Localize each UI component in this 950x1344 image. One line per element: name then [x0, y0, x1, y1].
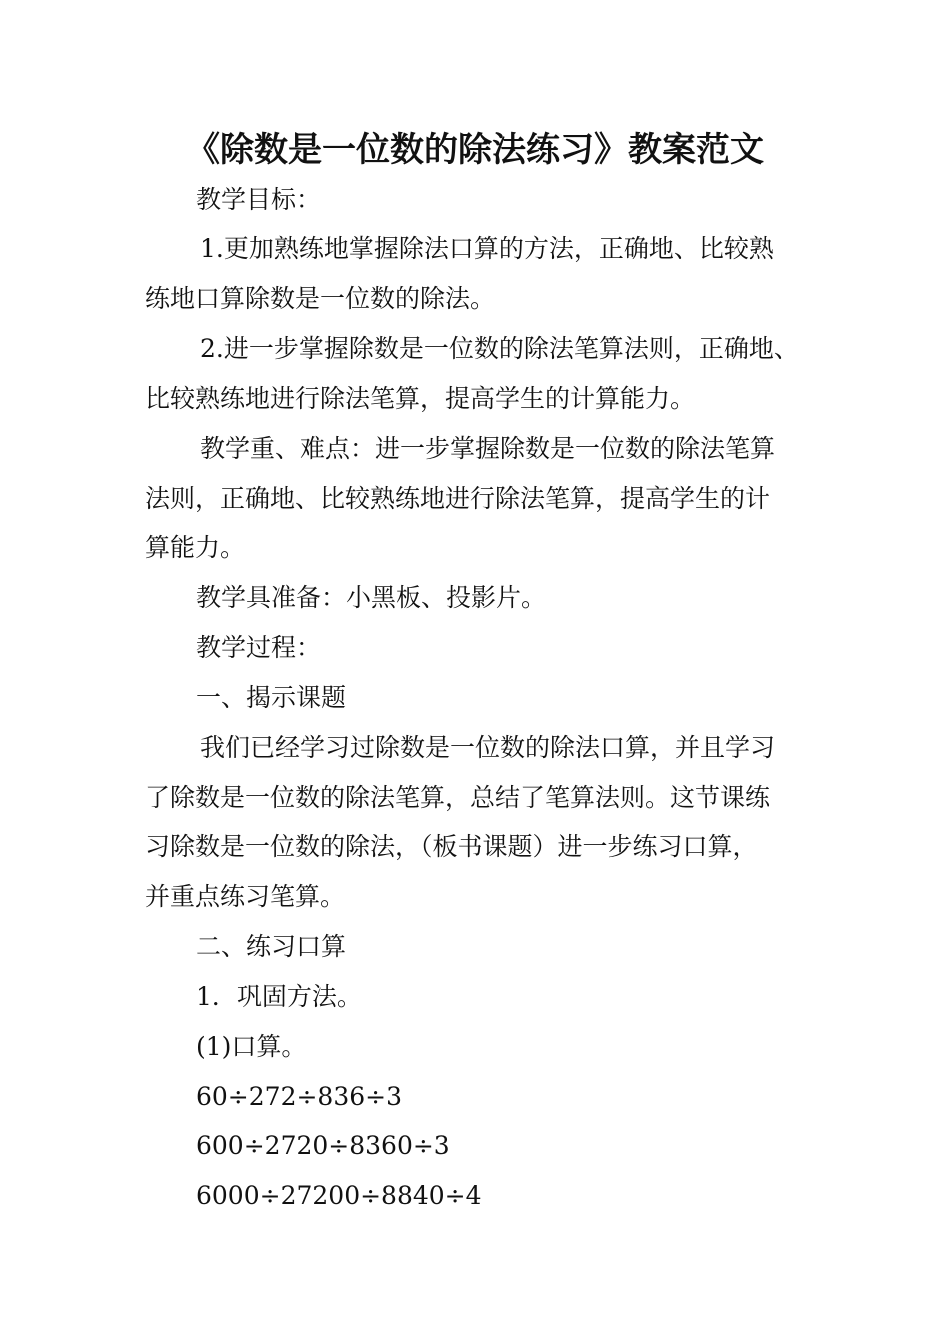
math-exercise-line: 60÷272÷836÷3	[196, 1082, 402, 1111]
paragraph-line: 习除数是一位数的除法，（板书课题）进一步练习口算，	[145, 832, 758, 861]
math-exercise-line: 6000÷27200÷8840÷4	[196, 1181, 482, 1210]
paragraph-line: 教学重、难点：进一步掌握除数是一位数的除法笔算	[200, 434, 776, 463]
paragraph-line: 并重点练习笔算。	[145, 882, 346, 911]
list-item: 1．巩固方法。	[196, 982, 362, 1011]
paragraph-line: 了除数是一位数的除法笔算，总结了笔算法则。这节课练	[145, 783, 771, 812]
list-item: (1)口算。	[196, 1032, 307, 1061]
paragraph-line: 我们已经学习过除数是一位数的除法口算，并且学习	[200, 733, 776, 762]
paragraph-line: 法则，正确地、比较熟练地进行除法笔算，提高学生的计	[145, 484, 771, 513]
paragraph-line: 练地口算除数是一位数的除法。	[145, 284, 496, 313]
paragraph-line: 算能力。	[145, 533, 246, 562]
section-heading: 一、揭示课题	[196, 683, 347, 712]
section-heading-process: 教学过程：	[196, 633, 322, 662]
paragraph-line: 2.进一步掌握除数是一位数的除法笔算法则，正确地、	[200, 334, 799, 363]
paragraph-line: 教学具准备：小黑板、投影片。	[196, 583, 547, 612]
math-exercise-line: 600÷2720÷8360÷3	[196, 1131, 450, 1160]
section-heading-objectives: 教学目标：	[196, 185, 322, 214]
section-heading: 二、练习口算	[196, 932, 347, 961]
paragraph-line: 比较熟练地进行除法笔算，提高学生的计算能力。	[145, 384, 696, 413]
paragraph-line: 1.更加熟练地掌握除法口算的方法，正确地、比较熟	[200, 234, 774, 263]
document-title: 《除数是一位数的除法练习》教案范文	[186, 130, 764, 170]
